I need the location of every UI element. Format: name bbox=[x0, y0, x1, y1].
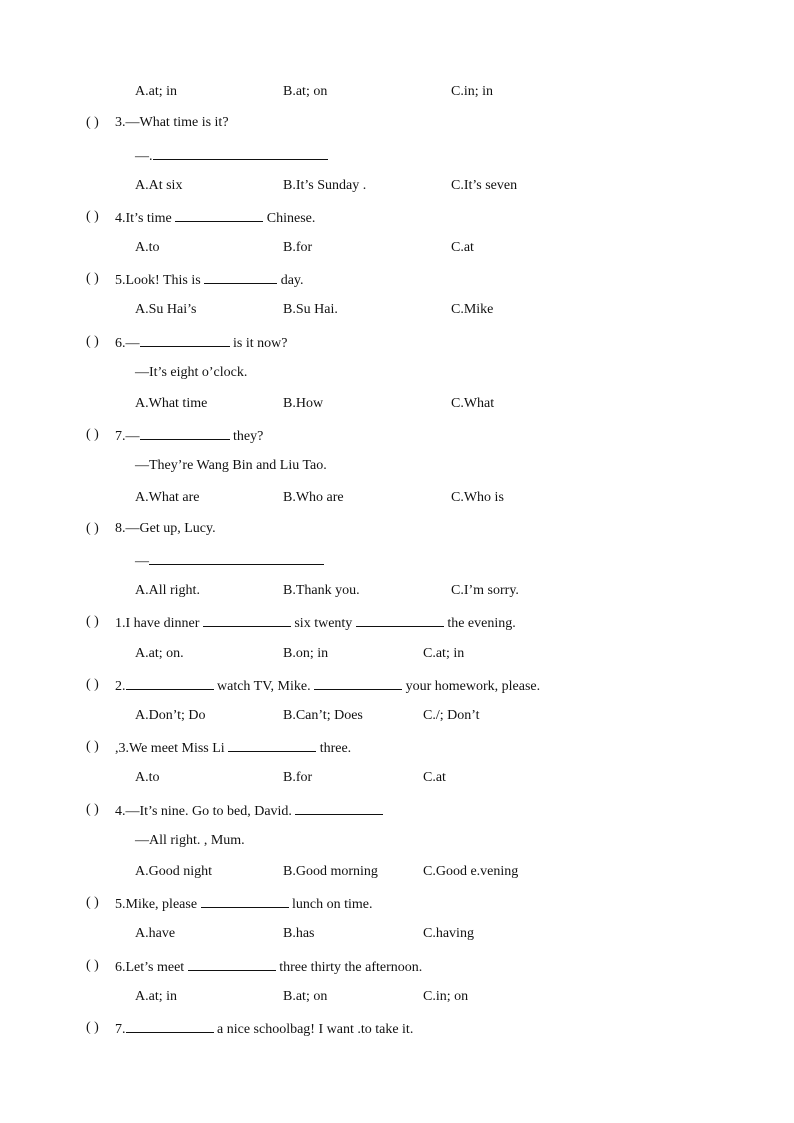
option-a[interactable]: A.Good night bbox=[135, 864, 212, 879]
options-row bbox=[0, 300, 794, 320]
option-b[interactable]: B.on; in bbox=[283, 646, 329, 661]
question-row bbox=[0, 425, 794, 445]
response-line: — bbox=[135, 550, 324, 572]
option-c[interactable]: C.What bbox=[451, 396, 495, 411]
answer-blank[interactable] bbox=[126, 1018, 214, 1033]
answer-blank[interactable] bbox=[126, 675, 214, 690]
answer-row bbox=[0, 456, 794, 476]
option-b[interactable]: B.for bbox=[283, 770, 313, 785]
answer-parentheses[interactable]: ( ) bbox=[86, 521, 99, 536]
option-a[interactable]: A.at; in bbox=[135, 989, 177, 1004]
question-row bbox=[0, 675, 794, 695]
question-text: 4.—It’s nine. Go to bed, David. bbox=[115, 800, 383, 822]
question-text: 1.I have dinner six twenty the evening. bbox=[115, 612, 516, 634]
answer-row bbox=[0, 363, 794, 383]
answer-blank[interactable] bbox=[140, 332, 230, 347]
options-row bbox=[0, 82, 794, 102]
answer-blank[interactable] bbox=[228, 737, 316, 752]
answer-blank[interactable] bbox=[201, 893, 289, 908]
answer-parentheses[interactable]: ( ) bbox=[86, 739, 99, 754]
dialogue-text: —It’s eight o’clock. bbox=[135, 365, 248, 380]
dialogue-text: —All right. , Mum. bbox=[135, 833, 245, 848]
question-text: 5.Look! This is day. bbox=[115, 269, 304, 291]
question-text: 6.— is it now? bbox=[115, 332, 287, 354]
option-c[interactable]: C.at; in bbox=[423, 646, 465, 661]
question-row bbox=[0, 612, 794, 632]
question-row bbox=[0, 1018, 794, 1038]
question-text: 7.— they? bbox=[115, 425, 263, 447]
question-row bbox=[0, 113, 794, 133]
option-a[interactable]: A.Su Hai’s bbox=[135, 302, 197, 317]
option-a[interactable]: A.What are bbox=[135, 490, 200, 505]
option-b[interactable]: B.Who are bbox=[283, 490, 344, 505]
option-c[interactable]: C.It’s seven bbox=[451, 178, 518, 193]
option-c[interactable]: C.Mike bbox=[451, 302, 494, 317]
option-c[interactable]: C.at bbox=[423, 770, 446, 785]
answer-parentheses[interactable]: ( ) bbox=[86, 895, 99, 910]
option-c[interactable]: C.I’m sorry. bbox=[451, 583, 519, 598]
question-row bbox=[0, 737, 794, 757]
question-row bbox=[0, 519, 794, 539]
answer-blank[interactable] bbox=[356, 612, 444, 627]
option-c[interactable]: C.having bbox=[423, 926, 474, 941]
option-a[interactable]: A.to bbox=[135, 240, 160, 255]
answer-row bbox=[0, 831, 794, 851]
option-b[interactable]: B.How bbox=[283, 396, 324, 411]
question-row bbox=[0, 332, 794, 352]
option-b[interactable]: B.at; on bbox=[283, 989, 328, 1004]
answer-blank[interactable] bbox=[175, 207, 263, 222]
question-text: 7. a nice schoolbag! I want .to take it. bbox=[115, 1018, 413, 1040]
answer-parentheses[interactable]: ( ) bbox=[86, 209, 99, 224]
option-a[interactable]: A.At six bbox=[135, 178, 183, 193]
options-row bbox=[0, 862, 794, 882]
option-b[interactable]: B.It’s Sunday . bbox=[283, 178, 367, 193]
option-b[interactable]: B.has bbox=[283, 926, 315, 941]
answer-blank[interactable] bbox=[204, 269, 277, 284]
answer-blank[interactable] bbox=[314, 675, 402, 690]
answer-row bbox=[0, 550, 794, 570]
question-text: ,3.We meet Miss Li three. bbox=[115, 737, 351, 759]
option-b[interactable]: B.Su Hai. bbox=[283, 302, 338, 317]
answer-blank[interactable] bbox=[203, 612, 291, 627]
options-row bbox=[0, 706, 794, 726]
question-row bbox=[0, 893, 794, 913]
answer-blank[interactable] bbox=[153, 145, 328, 160]
option-a[interactable]: A.have bbox=[135, 926, 176, 941]
options-row bbox=[0, 581, 794, 601]
options-row bbox=[0, 394, 794, 414]
option-b[interactable]: B.at; on bbox=[283, 84, 328, 99]
option-c[interactable]: C.at bbox=[451, 240, 474, 255]
answer-parentheses[interactable]: ( ) bbox=[86, 115, 99, 130]
option-a[interactable]: A.to bbox=[135, 770, 160, 785]
question-text: 6.Let’s meet three thirty the afternoon. bbox=[115, 956, 422, 978]
dialogue-text: —They’re Wang Bin and Liu Tao. bbox=[135, 458, 327, 473]
answer-parentheses[interactable]: ( ) bbox=[86, 427, 99, 442]
options-row bbox=[0, 924, 794, 944]
answer-parentheses[interactable]: ( ) bbox=[86, 271, 99, 286]
answer-blank[interactable] bbox=[140, 425, 230, 440]
answer-parentheses[interactable]: ( ) bbox=[86, 1020, 99, 1035]
option-a[interactable]: A.at; in bbox=[135, 84, 177, 99]
option-b[interactable]: B.Thank you. bbox=[283, 583, 360, 598]
response-line: —. bbox=[135, 145, 328, 167]
option-b[interactable]: B.Good morning bbox=[283, 864, 378, 879]
option-c[interactable]: C.Who is bbox=[451, 490, 504, 505]
answer-parentheses[interactable]: ( ) bbox=[86, 802, 99, 817]
answer-blank[interactable] bbox=[149, 550, 324, 565]
option-c[interactable]: C.in; on bbox=[423, 989, 469, 1004]
option-b[interactable]: B.Can’t; Does bbox=[283, 708, 363, 723]
question-text: 2. watch TV, Mike. your homework, please. bbox=[115, 675, 540, 697]
options-row bbox=[0, 987, 794, 1007]
option-a[interactable]: A.Don’t; Do bbox=[135, 708, 206, 723]
question-text: 4.It’s time Chinese. bbox=[115, 207, 315, 229]
answer-blank[interactable] bbox=[188, 956, 276, 971]
answer-parentheses[interactable]: ( ) bbox=[86, 677, 99, 692]
option-a[interactable]: A.What time bbox=[135, 396, 208, 411]
option-c[interactable]: C.Good e.vening bbox=[423, 864, 519, 879]
option-a[interactable]: A.All right. bbox=[135, 583, 200, 598]
option-c[interactable]: C./; Don’t bbox=[423, 708, 480, 723]
options-row bbox=[0, 488, 794, 508]
options-row bbox=[0, 644, 794, 664]
options-row bbox=[0, 238, 794, 258]
question-row bbox=[0, 269, 794, 289]
answer-parentheses[interactable]: ( ) bbox=[86, 614, 99, 629]
answer-parentheses[interactable]: ( ) bbox=[86, 334, 99, 349]
option-b[interactable]: B.for bbox=[283, 240, 313, 255]
question-row bbox=[0, 800, 794, 820]
option-c[interactable]: C.in; in bbox=[451, 84, 494, 99]
options-row bbox=[0, 176, 794, 196]
option-a[interactable]: A.at; on. bbox=[135, 646, 184, 661]
question-text: 3.—What time is it? bbox=[115, 115, 229, 130]
answer-row bbox=[0, 145, 794, 165]
question-text: 5.Mike, please lunch on time. bbox=[115, 893, 373, 915]
options-row bbox=[0, 768, 794, 788]
answer-blank[interactable] bbox=[295, 800, 383, 815]
question-row bbox=[0, 207, 794, 227]
question-text: 8.—Get up, Lucy. bbox=[115, 521, 216, 536]
answer-parentheses[interactable]: ( ) bbox=[86, 958, 99, 973]
question-row bbox=[0, 956, 794, 976]
